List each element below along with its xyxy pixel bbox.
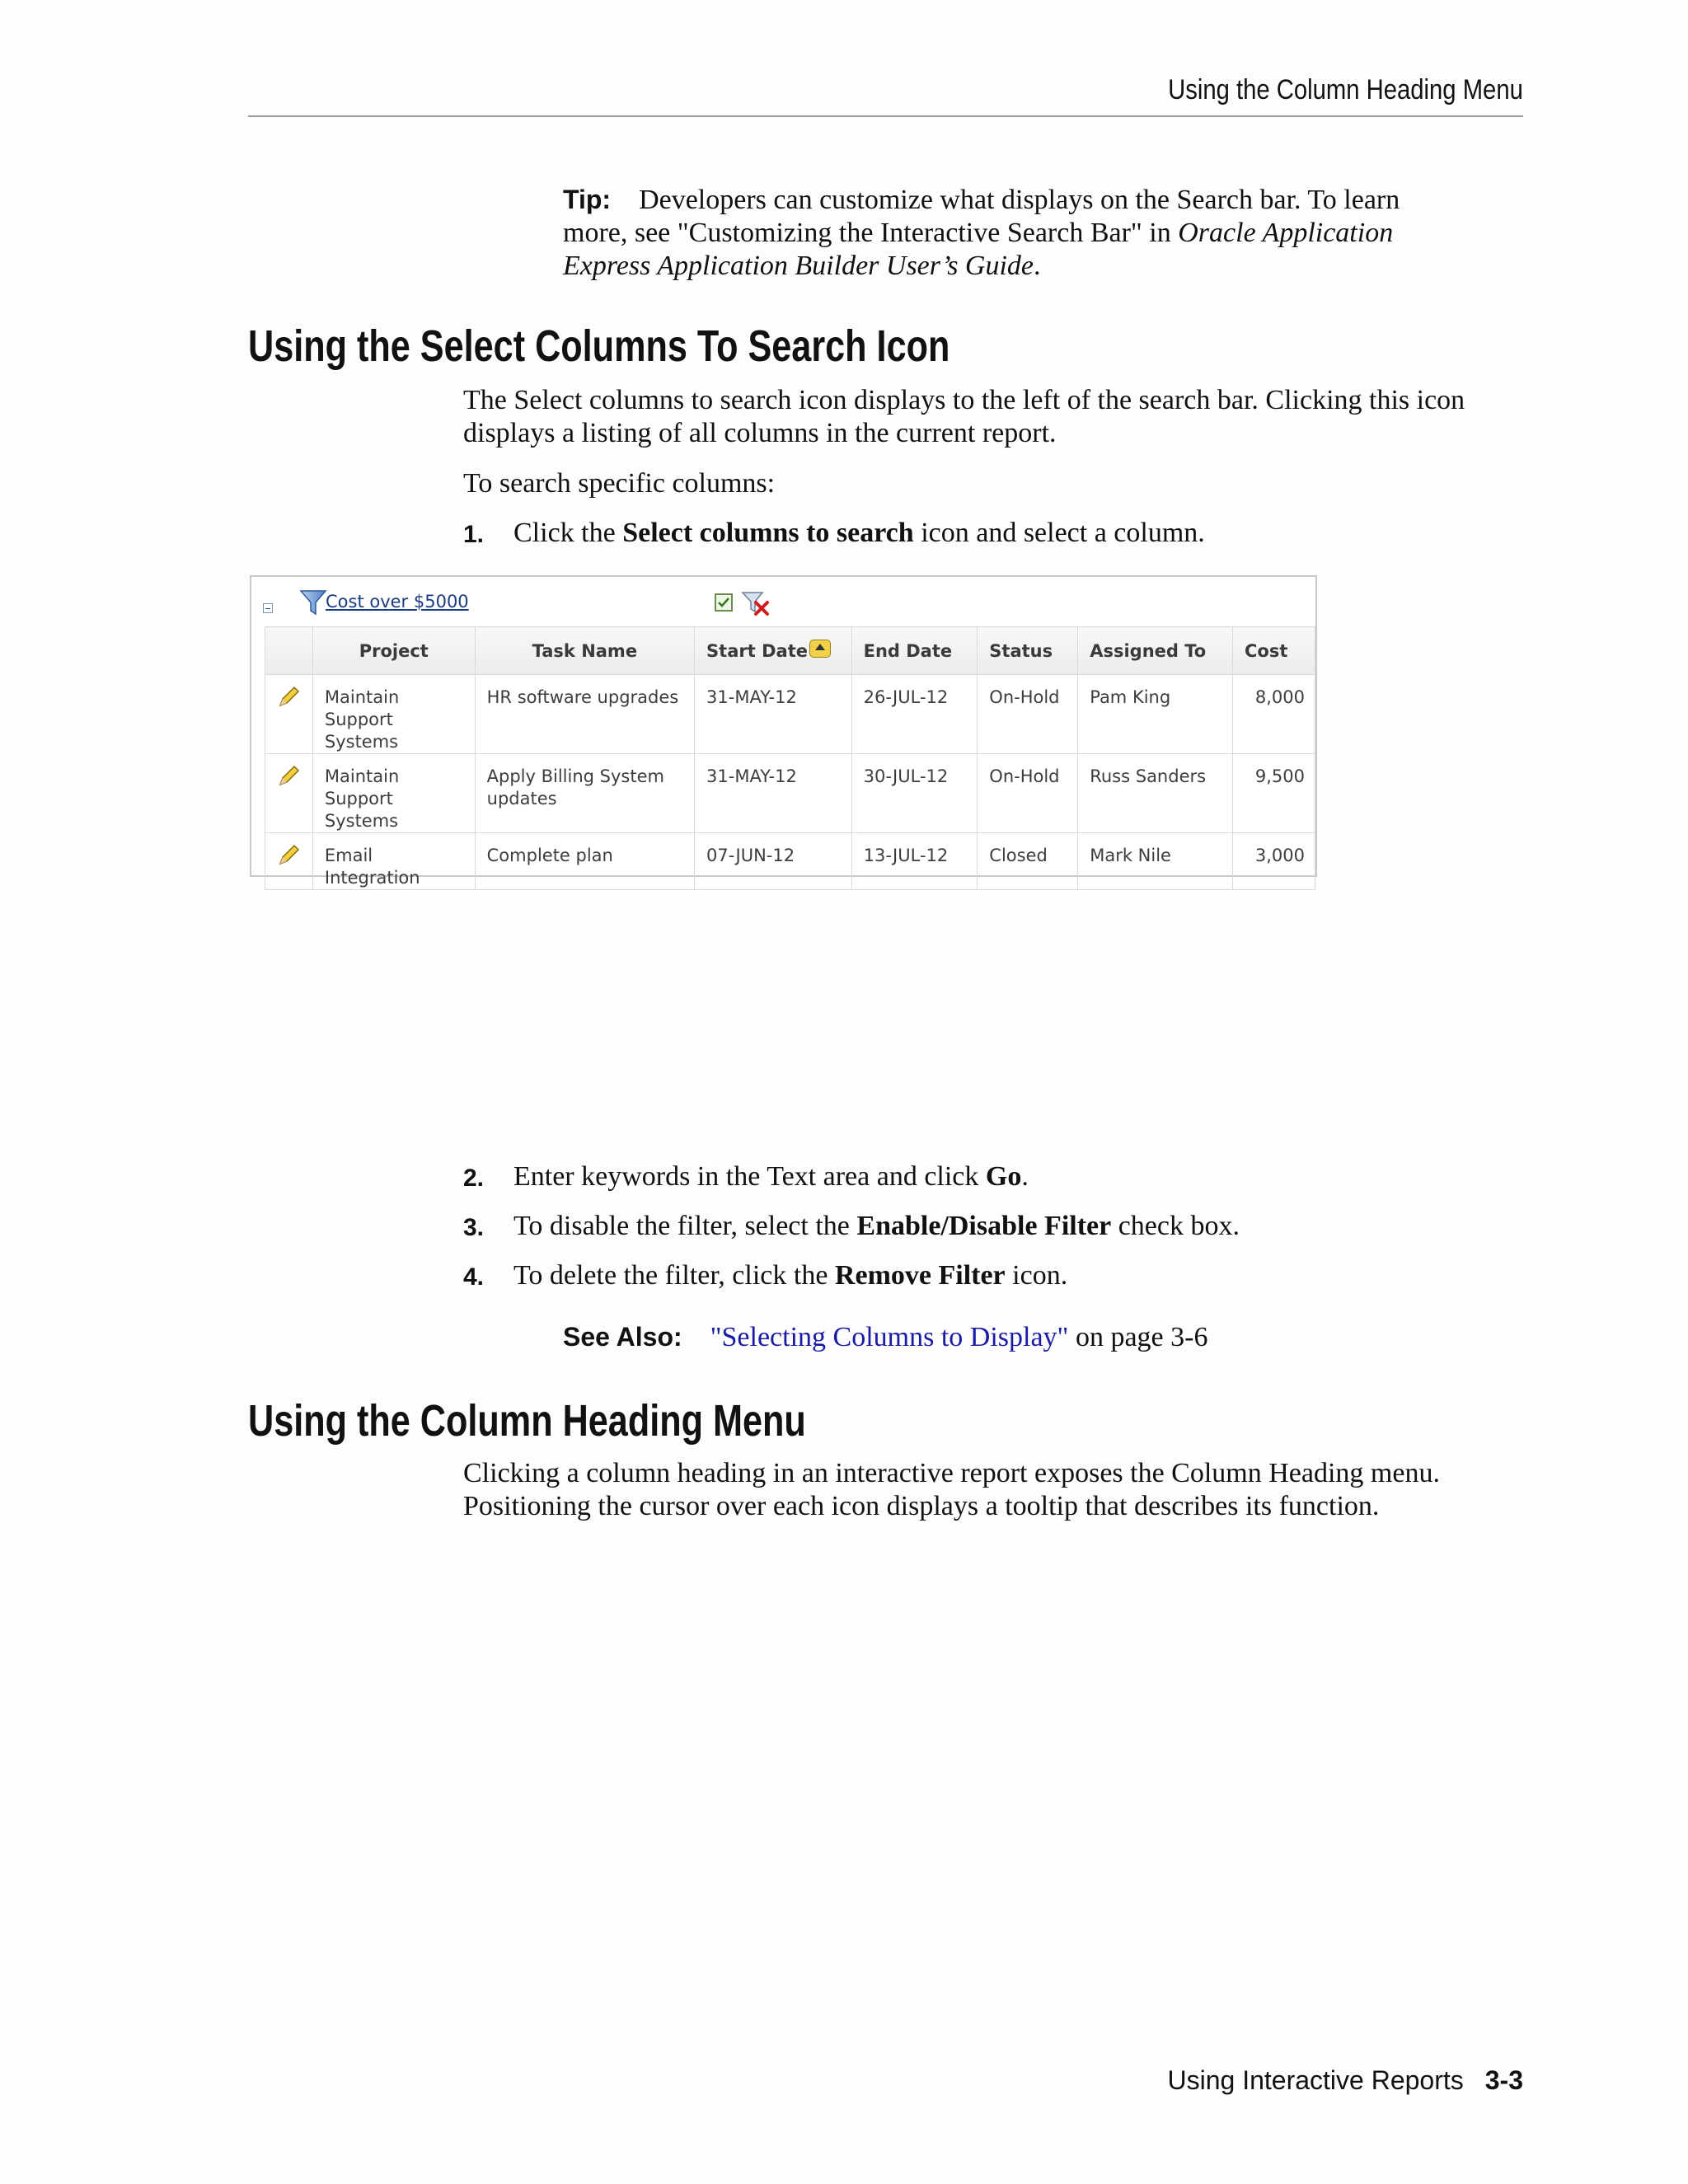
pencil-icon[interactable] (276, 843, 301, 868)
enable-disable-filter-checkbox[interactable] (715, 593, 733, 612)
tip-text: Developers can customize what displays on the Search bar. To learn more, see "Customizing the Interactive Search Bar" in (563, 185, 1400, 248)
see-also-note (563, 1320, 1519, 1354)
step-text: Click the (513, 518, 623, 548)
step-number: 3. (463, 1214, 485, 1241)
cell-task-name: HR software upgrades (475, 675, 694, 754)
remove-filter-icon[interactable] (741, 590, 771, 616)
column-header-status[interactable]: Status (978, 627, 1078, 675)
column-header-start-date[interactable] (695, 627, 852, 675)
cell-status: Closed (978, 833, 1078, 890)
step-text-end: icon and select a column. (913, 518, 1205, 548)
table-row (265, 675, 1315, 754)
cell-end-date: 30-JUL-12 (851, 754, 978, 833)
cell-assigned-to: Russ Sanders (1078, 754, 1233, 833)
step-bold-text: Enable/Disable Filter (856, 1211, 1112, 1241)
section-heading-select-columns (248, 320, 1125, 373)
step-text: To delete the filter, click the (513, 1260, 835, 1291)
step-bold-text: Select columns to search (622, 518, 914, 548)
edit-cell[interactable] (265, 833, 313, 890)
step-bold-text: Remove Filter (834, 1260, 1006, 1291)
cell-cost: 9,500 (1232, 754, 1315, 833)
step-text: Enter keywords in the Text area and click (513, 1161, 986, 1192)
cell-start-date: 07-JUN-12 (695, 833, 852, 890)
paragraph: Clicking a column heading in an interactive report exposes the Column Heading menu. Positioning the cursor over each icon displays a tooltip that describes its function. (463, 1458, 1440, 1521)
cell-task-name: Apply Billing System updates (475, 754, 694, 833)
column-header-label: Start Date (706, 640, 808, 661)
pencil-icon[interactable] (276, 764, 301, 789)
filter-bar (263, 587, 757, 616)
step-text-end: icon. (1005, 1260, 1068, 1291)
filter-link[interactable]: Cost over $5000 (326, 592, 469, 612)
footer-title: Using Interactive Reports (1167, 2065, 1464, 2095)
step-text-end: check box. (1111, 1211, 1240, 1241)
cell-start-date: 31-MAY-12 (695, 754, 852, 833)
step-bold-text: Go (985, 1161, 1022, 1192)
see-also-suffix: on page 3-6 (1068, 1322, 1208, 1352)
cell-project: Maintain Support Systems (312, 675, 475, 754)
funnel-icon[interactable] (299, 588, 327, 616)
paragraph: The Select columns to search icon displays to the left of the search bar. Clicking this icon displays a listing of all columns in the current report. (463, 385, 1465, 448)
cell-cost: 3,000 (1232, 833, 1315, 890)
column-header-assigned-to[interactable]: Assigned To (1078, 627, 1233, 675)
column-header-project[interactable]: Project (312, 627, 475, 675)
cell-project: Email Integration (312, 833, 475, 890)
sort-ascending-icon[interactable] (809, 640, 831, 658)
step-number: 2. (463, 1165, 485, 1192)
header-rule (248, 115, 1523, 117)
section-heading-text: Using the Column Heading Menu (248, 1396, 806, 1446)
cell-start-date: 31-MAY-12 (695, 675, 852, 754)
table-header-row (265, 627, 1315, 675)
cell-project: Maintain Support Systems (312, 754, 475, 833)
section-heading-text: Using the Select Columns To Search Icon (248, 321, 950, 371)
edit-cell[interactable] (265, 675, 313, 754)
column-header-edit (265, 627, 313, 675)
interactive-report-screenshot (250, 575, 1317, 888)
step-text: To disable the filter, select the (513, 1211, 857, 1241)
cell-status: On-Hold (978, 754, 1078, 833)
tip-note (563, 183, 1453, 283)
cell-task-name: Complete plan (475, 833, 694, 890)
table-row (265, 754, 1315, 833)
cell-status: On-Hold (978, 675, 1078, 754)
cell-assigned-to: Mark Nile (1078, 833, 1233, 890)
step-text-end: . (1021, 1161, 1029, 1192)
table-row (265, 833, 1315, 890)
cell-end-date: 13-JUL-12 (851, 833, 978, 890)
column-header-task-name[interactable]: Task Name (475, 627, 694, 675)
checkmark-icon (716, 595, 731, 610)
page-footer (989, 2065, 1523, 2096)
paragraph: To search specific columns: (463, 468, 776, 499)
step-number: 4. (463, 1263, 485, 1291)
column-header-cost[interactable]: Cost (1232, 627, 1315, 675)
step-number: 1. (463, 521, 485, 548)
running-header-title: Using the Column Heading Menu (1168, 74, 1523, 105)
tip-label: Tip: (563, 185, 612, 214)
tip-text-end: . (1034, 251, 1041, 281)
cell-cost: 8,000 (1232, 675, 1315, 754)
collapse-icon[interactable] (263, 603, 273, 613)
see-also-label: See Also: (563, 1322, 682, 1352)
tip-book-title: Oracle Application Express Application Builder User’s Guide (563, 218, 1394, 281)
report-table (265, 626, 1315, 890)
cell-end-date: 26-JUL-12 (851, 675, 978, 754)
section-heading-column-heading-menu (248, 1394, 945, 1447)
see-also-link[interactable]: "Selecting Columns to Display" (710, 1322, 1069, 1352)
running-header (907, 74, 1523, 106)
page-number: 3-3 (1484, 2065, 1523, 2095)
edit-cell[interactable] (265, 754, 313, 833)
cell-assigned-to: Pam King (1078, 675, 1233, 754)
pencil-icon[interactable] (276, 685, 301, 710)
column-header-end-date[interactable]: End Date (851, 627, 978, 675)
